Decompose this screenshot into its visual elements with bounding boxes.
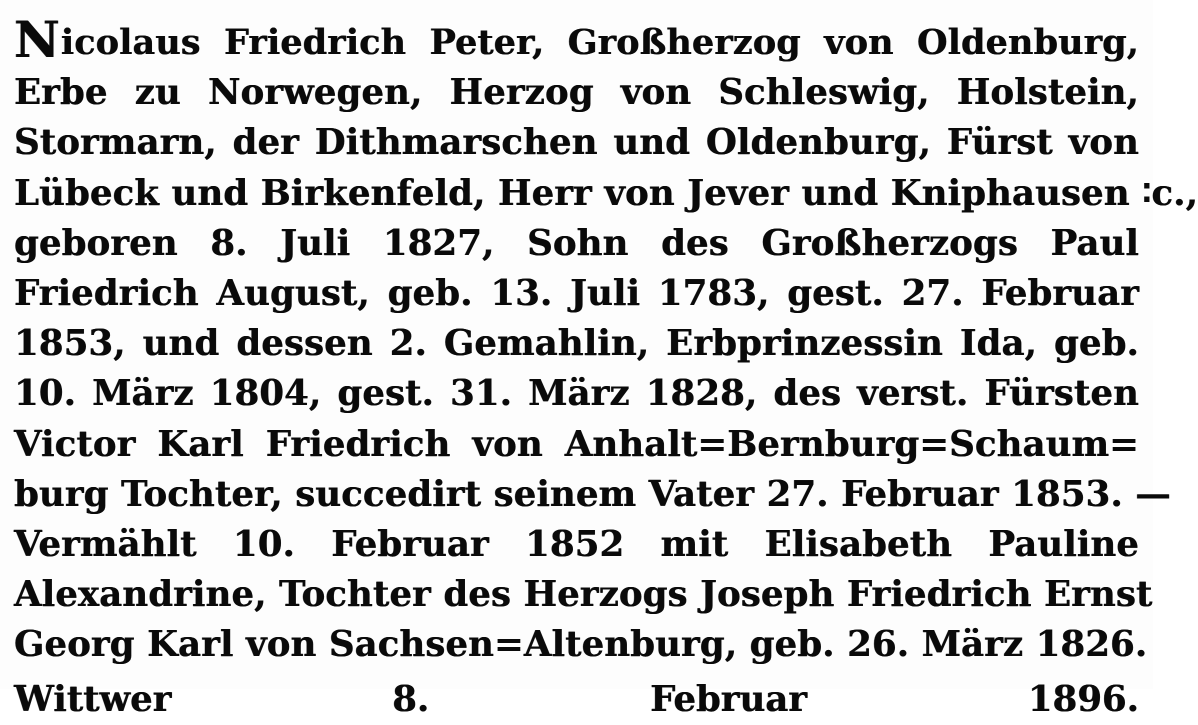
text-line-partial: Wittwer 8. Februar 1896. [14,679,1139,720]
drop-cap: N [14,10,60,69]
text-line: 10. März 1804, gest. 31. März 1828, des verst. Fürsten [14,373,1139,415]
text-line: Lübeck und Birkenfeld, Herr von Jever und Kniphausen ∶c., [14,172,1198,214]
text-line: 1853, und dessen 2. Gemahlin, Erbprinzessin Ida, geb. [14,323,1139,365]
document-body [14,10,1198,671]
paragraph [14,10,1198,671]
text-line: Erbe zu Norwegen, Herzog von Schleswig, Holstein, [14,72,1139,114]
text-line: Stormarn, der Dithmarschen und Oldenburg, Fürst von [14,122,1139,164]
clipped-bottom-line [14,675,1139,720]
text-line: Alexandrine, Tochter des Herzogs Joseph Friedrich Ernst [14,574,1153,616]
text-line: Victor Karl Friedrich von Anhalt=Bernburg=Schaum= [14,423,1139,465]
text-line [14,10,1139,69]
text-line: burg Tochter, succedirt seinem Vater 27. Februar 1853. — [14,473,1171,515]
text-line: Georg Karl von Sachsen=Altenburg, geb. 26. März 1826. [14,624,1148,666]
text-line: geboren 8. Juli 1827, Sohn des Großherzogs Paul [14,222,1139,264]
text-line-content: icolaus Friedrich Peter, Großherzog von Oldenburg, [60,22,1139,63]
text-line: Friedrich August, geb. 13. Juli 1783, gest. 27. Februar [14,273,1139,315]
text-line: Vermählt 10. Februar 1852 mit Elisabeth Pauline [14,524,1139,566]
